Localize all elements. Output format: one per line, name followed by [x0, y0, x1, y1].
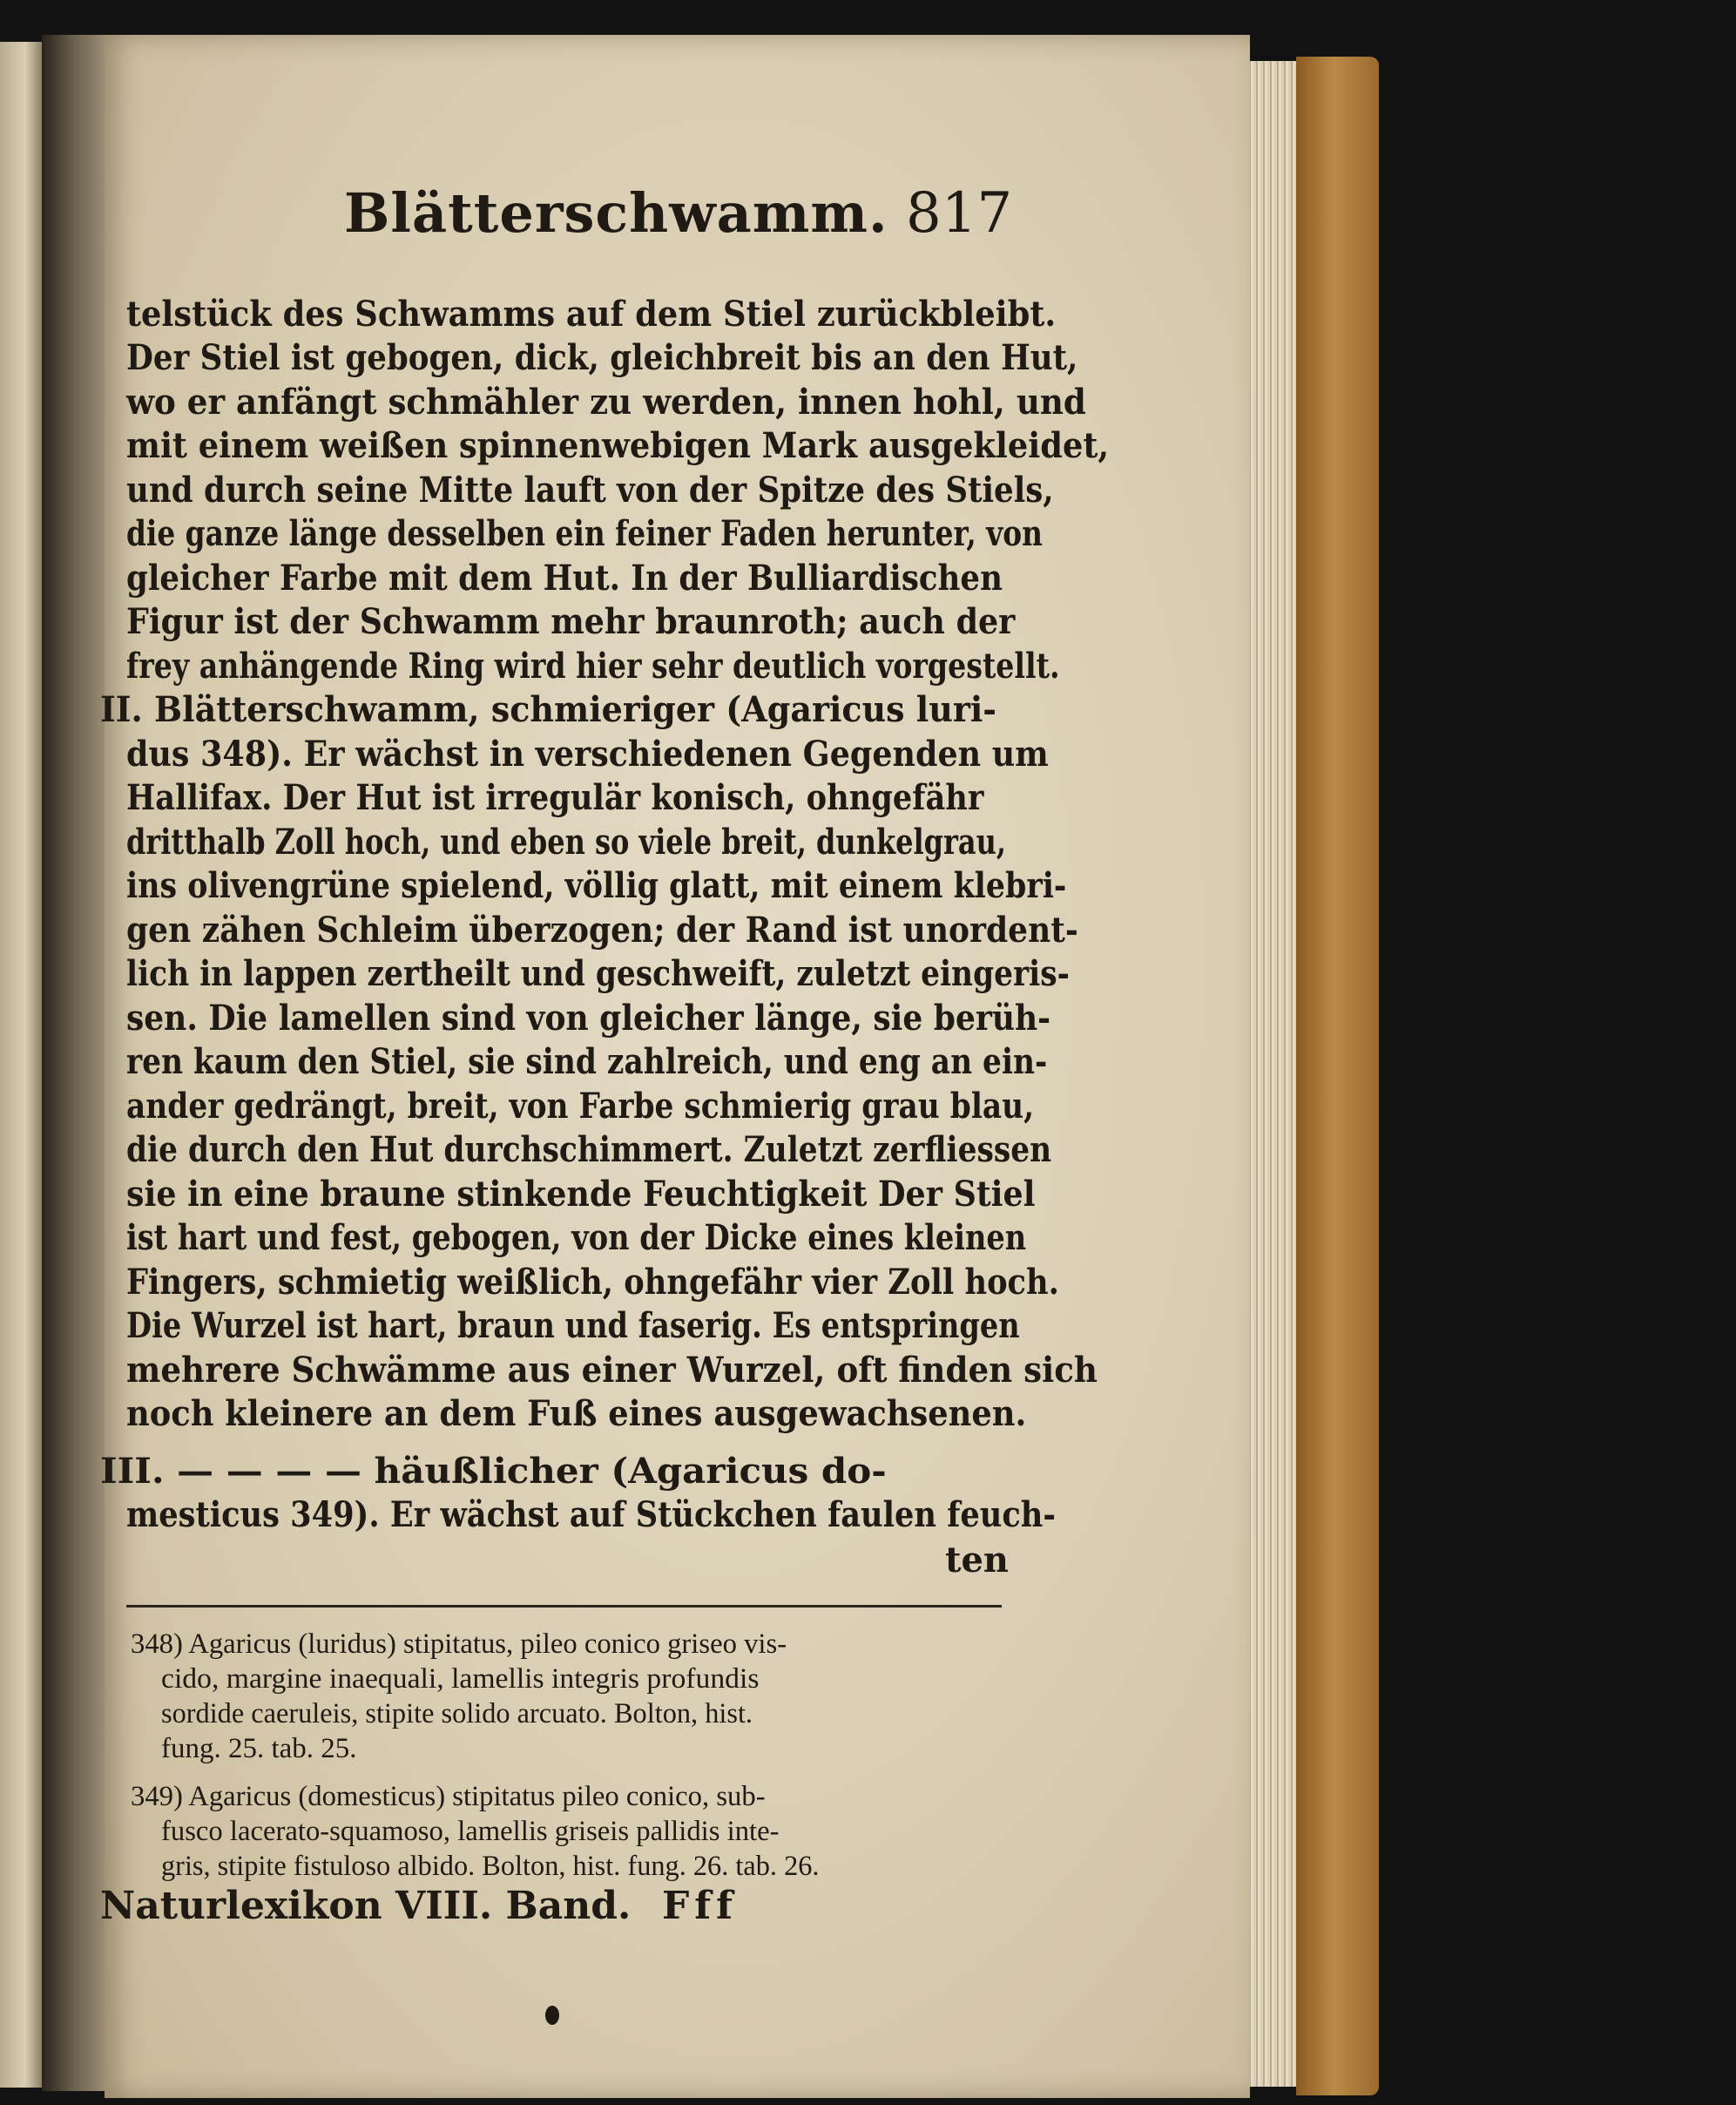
text-line: die durch den Hut durchschimmert. Zuletzt zerfliessen: [126, 1129, 1052, 1170]
text-line: II. Blätterschwamm, schmieriger (Agaricus luri-: [100, 689, 997, 730]
text-line: lich in lappen zertheilt und geschweift, zuletzt eingeris-: [126, 953, 1070, 994]
text-line: und durch seine Mitte lauft von der Spitze des Stiels,: [126, 470, 1054, 511]
footnote-line: cido, margine inaequali, lamellis integris profundis: [161, 1663, 760, 1695]
signature-left: Naturlexikon VIII. Band.: [100, 1884, 632, 1928]
text-line: sen. Die lamellen sind von gleicher länge, sie berüh-: [126, 998, 1051, 1039]
text-line: mit einem weißen spinnenwebigen Mark ausgekleidet,: [126, 425, 1110, 466]
footnote-line: fung. 25. tab. 25.: [161, 1733, 357, 1764]
text-line: noch kleinere an dem Fuß eines ausgewachsenen.: [126, 1393, 1027, 1434]
text-line: III. — — — — häußlicher (Agaricus do-: [100, 1451, 887, 1492]
text-line: gleicher Farbe mit dem Hut. In der Bulliardischen: [126, 558, 1003, 599]
ink-spot: [545, 2006, 559, 2025]
text-line: ist hart und fest, gebogen, von der Dicke eines kleinen: [126, 1217, 1027, 1258]
text-line: Figur ist der Schwamm mehr braunroth; auch der: [126, 601, 1016, 642]
book-cover-edge: [1296, 57, 1379, 2095]
catchword: ten: [945, 1540, 1010, 1580]
footnote-line: 348) Agaricus (luridus) stipitatus, pileo conico griseo vis-: [131, 1628, 787, 1660]
text-line: ins olivengrüne spielend, völlig glatt, mit einem klebri-: [126, 865, 1067, 906]
text-line: ander gedrängt, breit, von Farbe schmierig grau blau,: [126, 1086, 1035, 1127]
page-number: 817: [906, 181, 1013, 246]
footnote-line: fusco lacerato-squamoso, lamellis griseis pallidis inte-: [161, 1816, 780, 1847]
footnote-line: sordide caeruleis, stipite solido arcuato. Bolton, hist.: [161, 1698, 753, 1729]
footnote-rule: [126, 1605, 1002, 1608]
text-line: gen zähen Schleim überzogen; der Rand ist unordent-: [126, 910, 1078, 951]
text-line: frey anhängende Ring wird hier sehr deutlich vorgestellt.: [126, 646, 1060, 687]
text-line: dritthalb Zoll hoch, und eben so viele breit, dunkelgrau,: [126, 822, 1007, 863]
text-line: mesticus 349). Er wächst auf Stückchen faulen feuch-: [126, 1494, 1056, 1535]
signature-right: Fff: [662, 1884, 739, 1928]
text-line: mehrere Schwämme aus einer Wurzel, oft finden sich: [126, 1350, 1098, 1391]
text-line: die ganze länge desselben ein feiner Faden herunter, von: [126, 513, 1044, 554]
text-line: Hallifax. Der Hut ist irregulär konisch, ohngefähr: [126, 777, 984, 818]
page-edges: [1246, 61, 1297, 2087]
text-line: sie in eine braune stinkende Feuchtigkeit Der Stiel: [126, 1174, 1036, 1215]
running-title: Blätterschwamm.: [344, 181, 888, 245]
footnote-line: gris, stipite fistuloso albido. Bolton, hist. fung. 26. tab. 26.: [161, 1851, 820, 1882]
left-page-edge: [0, 42, 42, 2088]
text-line: telstück des Schwamms auf dem Stiel zurückbleibt.: [126, 294, 1057, 335]
text-line: Der Stiel ist gebogen, dick, gleichbreit bis an den Hut,: [126, 337, 1078, 378]
text-line: dus 348). Er wächst in verschiedenen Gegenden um: [126, 734, 1049, 775]
footnote-line: 349) Agaricus (domesticus) stipitatus pileo conico, sub-: [131, 1781, 766, 1812]
text-line: Fingers, schmietig weißlich, ohngefähr vier Zoll hoch.: [126, 1262, 1059, 1303]
text-line: wo er anfängt schmähler zu werden, innen hohl, und: [126, 382, 1086, 423]
text-line: Die Wurzel ist hart, braun und faserig. Es entspringen: [126, 1305, 1020, 1346]
text-line: ren kaum den Stiel, sie sind zahlreich, und eng an ein-: [126, 1041, 1048, 1082]
